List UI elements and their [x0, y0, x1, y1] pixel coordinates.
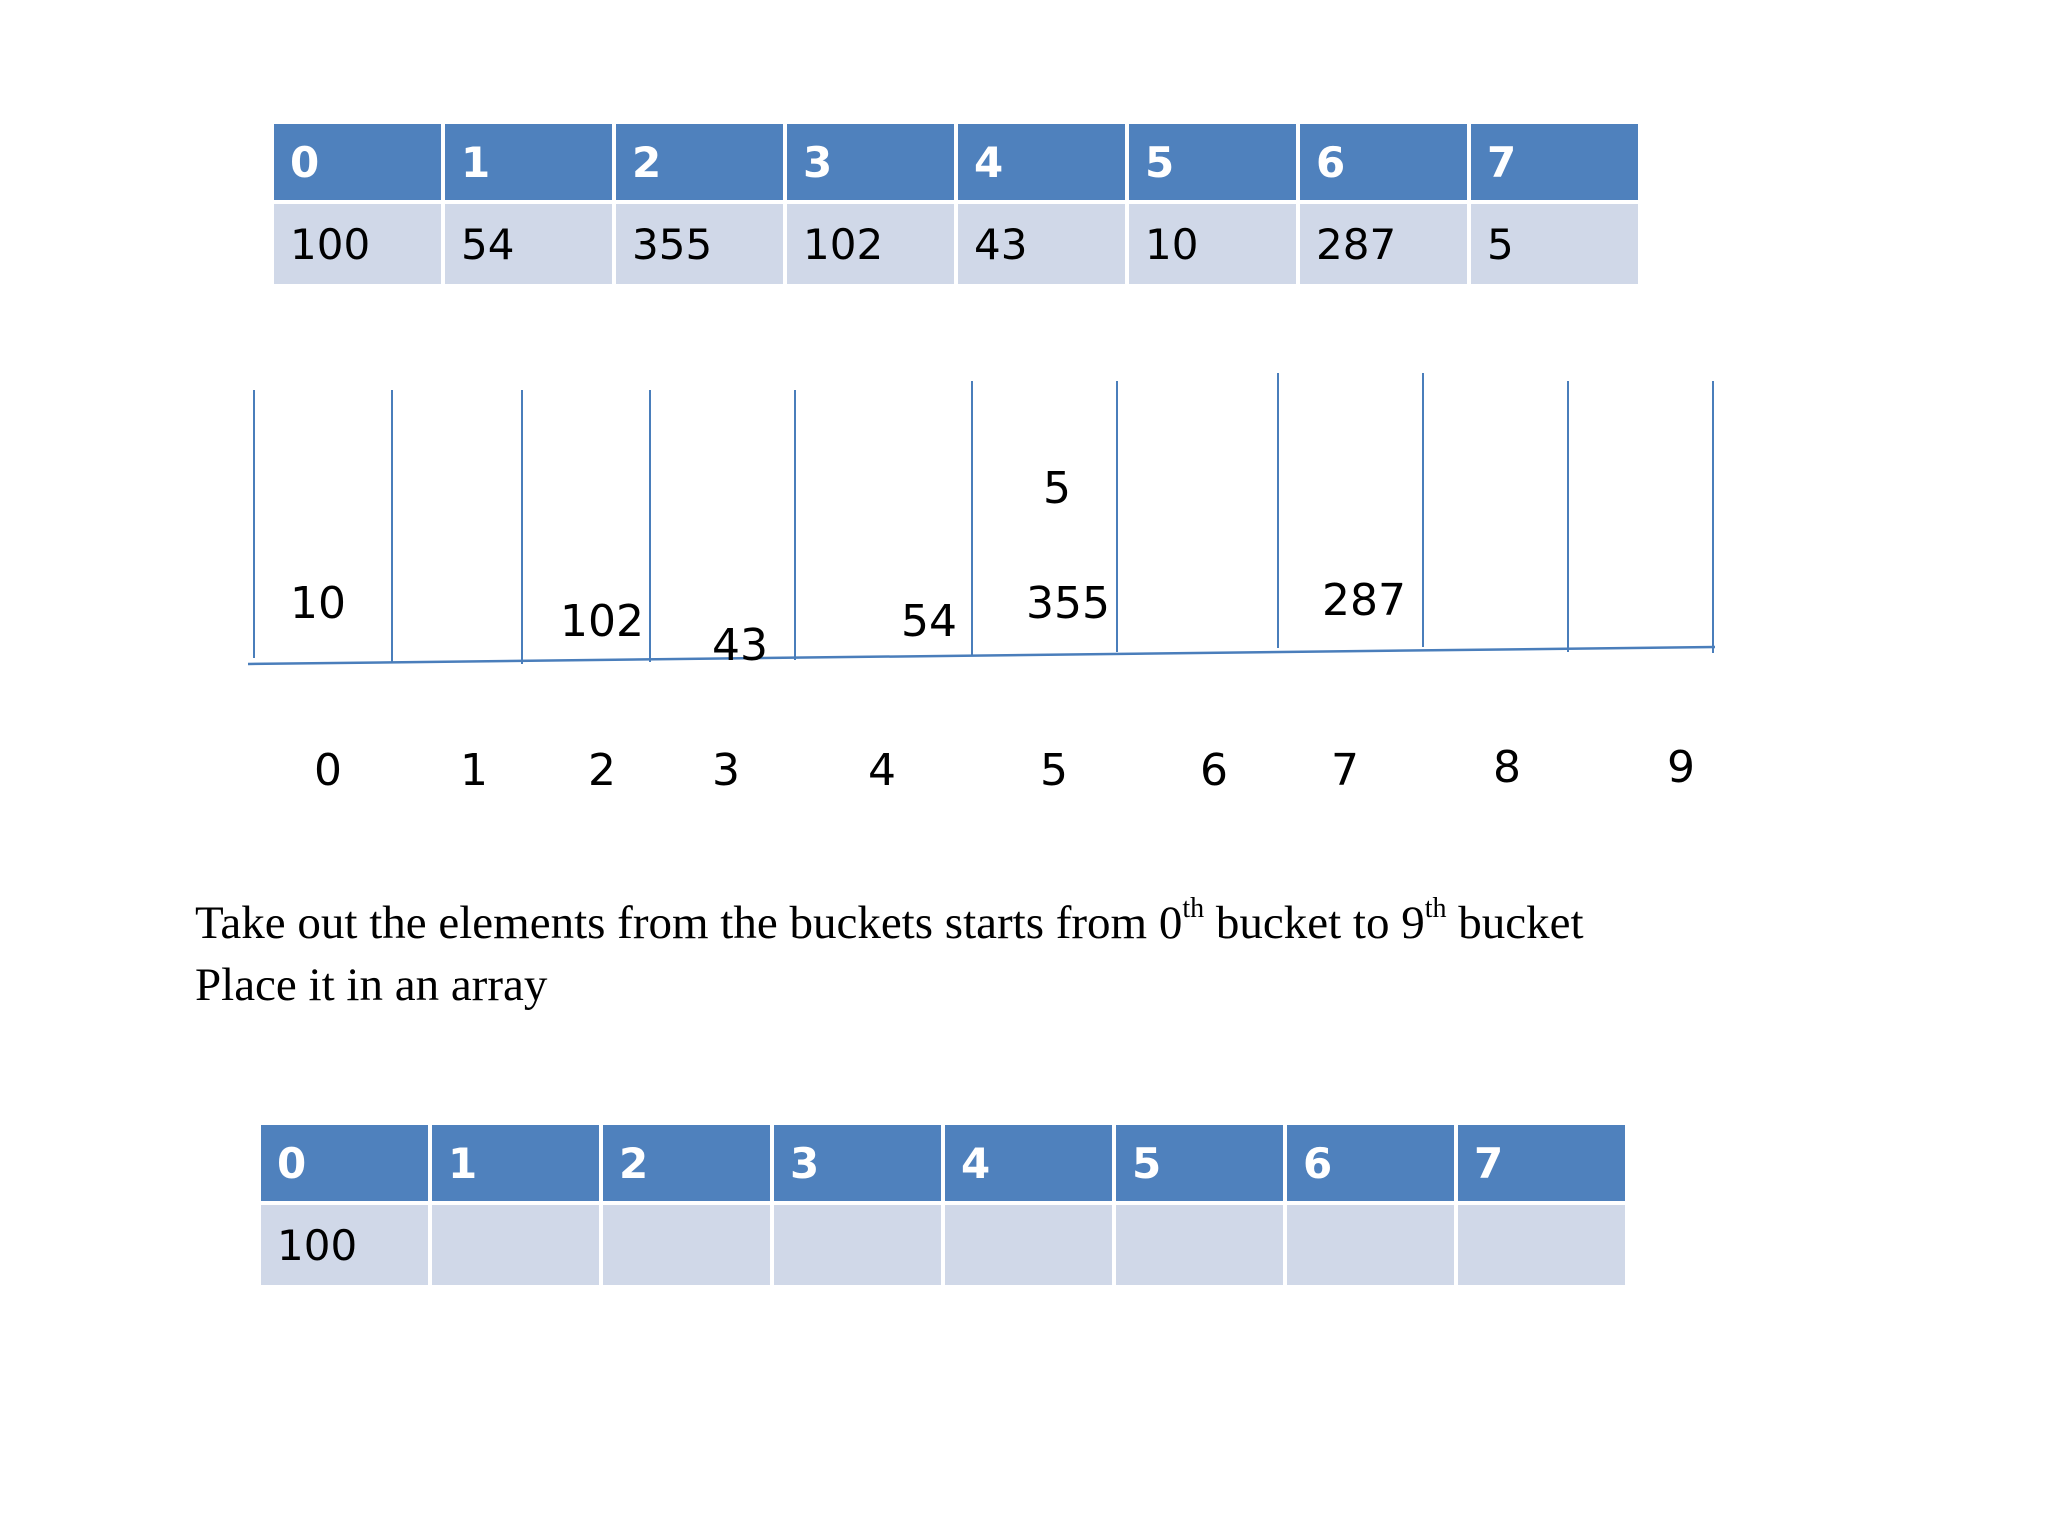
- output-array-value-cell: 100: [261, 1205, 428, 1285]
- output-array-table: [257, 1121, 1629, 1289]
- bucket-label: 6: [1200, 745, 1228, 796]
- input-array-index-cell: 6: [1300, 124, 1467, 200]
- output-array-value-cell: [603, 1205, 770, 1285]
- bucket-label: 2: [588, 745, 616, 796]
- output-array-index-cell: 6: [1287, 1125, 1454, 1201]
- input-array-value-cell: 43: [958, 204, 1125, 284]
- instruction-text: [195, 892, 1584, 1016]
- bucket-item: 5: [1043, 463, 1071, 514]
- bucket-label: 1: [460, 745, 488, 796]
- bucket-label: 7: [1331, 745, 1359, 796]
- bucket-dividers: [254, 373, 1713, 664]
- output-array-index-cell: 1: [432, 1125, 599, 1201]
- bucket-label: 3: [712, 745, 740, 796]
- output-array-value-cell: [945, 1205, 1112, 1285]
- input-array-value-cell: 355: [616, 204, 783, 284]
- bucket-label: 8: [1493, 742, 1521, 793]
- input-array-index-cell: 0: [274, 124, 441, 200]
- input-array-value-cell: 287: [1300, 204, 1467, 284]
- input-array-value-cell: 102: [787, 204, 954, 284]
- instruction-line-2: Place it in an array: [195, 959, 548, 1011]
- input-array-value-cell: 10: [1129, 204, 1296, 284]
- bucket-base-line: [248, 647, 1715, 664]
- bucket-item: 10: [290, 578, 346, 629]
- output-array-index-cell: 5: [1116, 1125, 1283, 1201]
- input-array-index-cell: 1: [445, 124, 612, 200]
- bucket-label: 0: [314, 745, 342, 796]
- output-array-value-row: [261, 1205, 1625, 1285]
- input-array-index-cell: 5: [1129, 124, 1296, 200]
- bucket-label: 9: [1667, 742, 1695, 793]
- output-array-index-cell: 0: [261, 1125, 428, 1201]
- output-array-value-cell: [1458, 1205, 1625, 1285]
- bucket-item: 43: [712, 620, 768, 671]
- output-array-value-cell: [432, 1205, 599, 1285]
- output-array-index-cell: 3: [774, 1125, 941, 1201]
- output-array-value-cell: [774, 1205, 941, 1285]
- bucket-item: 355: [1026, 578, 1110, 629]
- bucket-label: 4: [868, 745, 896, 796]
- input-array-index-cell: 7: [1471, 124, 1638, 200]
- input-array-value-cell: 100: [274, 204, 441, 284]
- output-array-index-row: [261, 1125, 1625, 1201]
- output-array-index-cell: 2: [603, 1125, 770, 1201]
- output-array-value-cell: [1116, 1205, 1283, 1285]
- input-array-value-cell: 54: [445, 204, 612, 284]
- output-array-index-cell: 4: [945, 1125, 1112, 1201]
- bucket-item: 102: [560, 596, 644, 647]
- bucket-item: 287: [1322, 575, 1406, 626]
- input-array-value-cell: 5: [1471, 204, 1638, 284]
- bucket-label: 5: [1040, 745, 1068, 796]
- input-array-index-cell: 2: [616, 124, 783, 200]
- output-array-index-cell: 7: [1458, 1125, 1625, 1201]
- output-array-value-cell: [1287, 1205, 1454, 1285]
- input-array-index-cell: 3: [787, 124, 954, 200]
- bucket-item: 54: [901, 596, 957, 647]
- instruction-line-1: Take out the elements from the buckets starts from 0th bucket to 9th bucket: [195, 893, 1584, 949]
- input-array-index-cell: 4: [958, 124, 1125, 200]
